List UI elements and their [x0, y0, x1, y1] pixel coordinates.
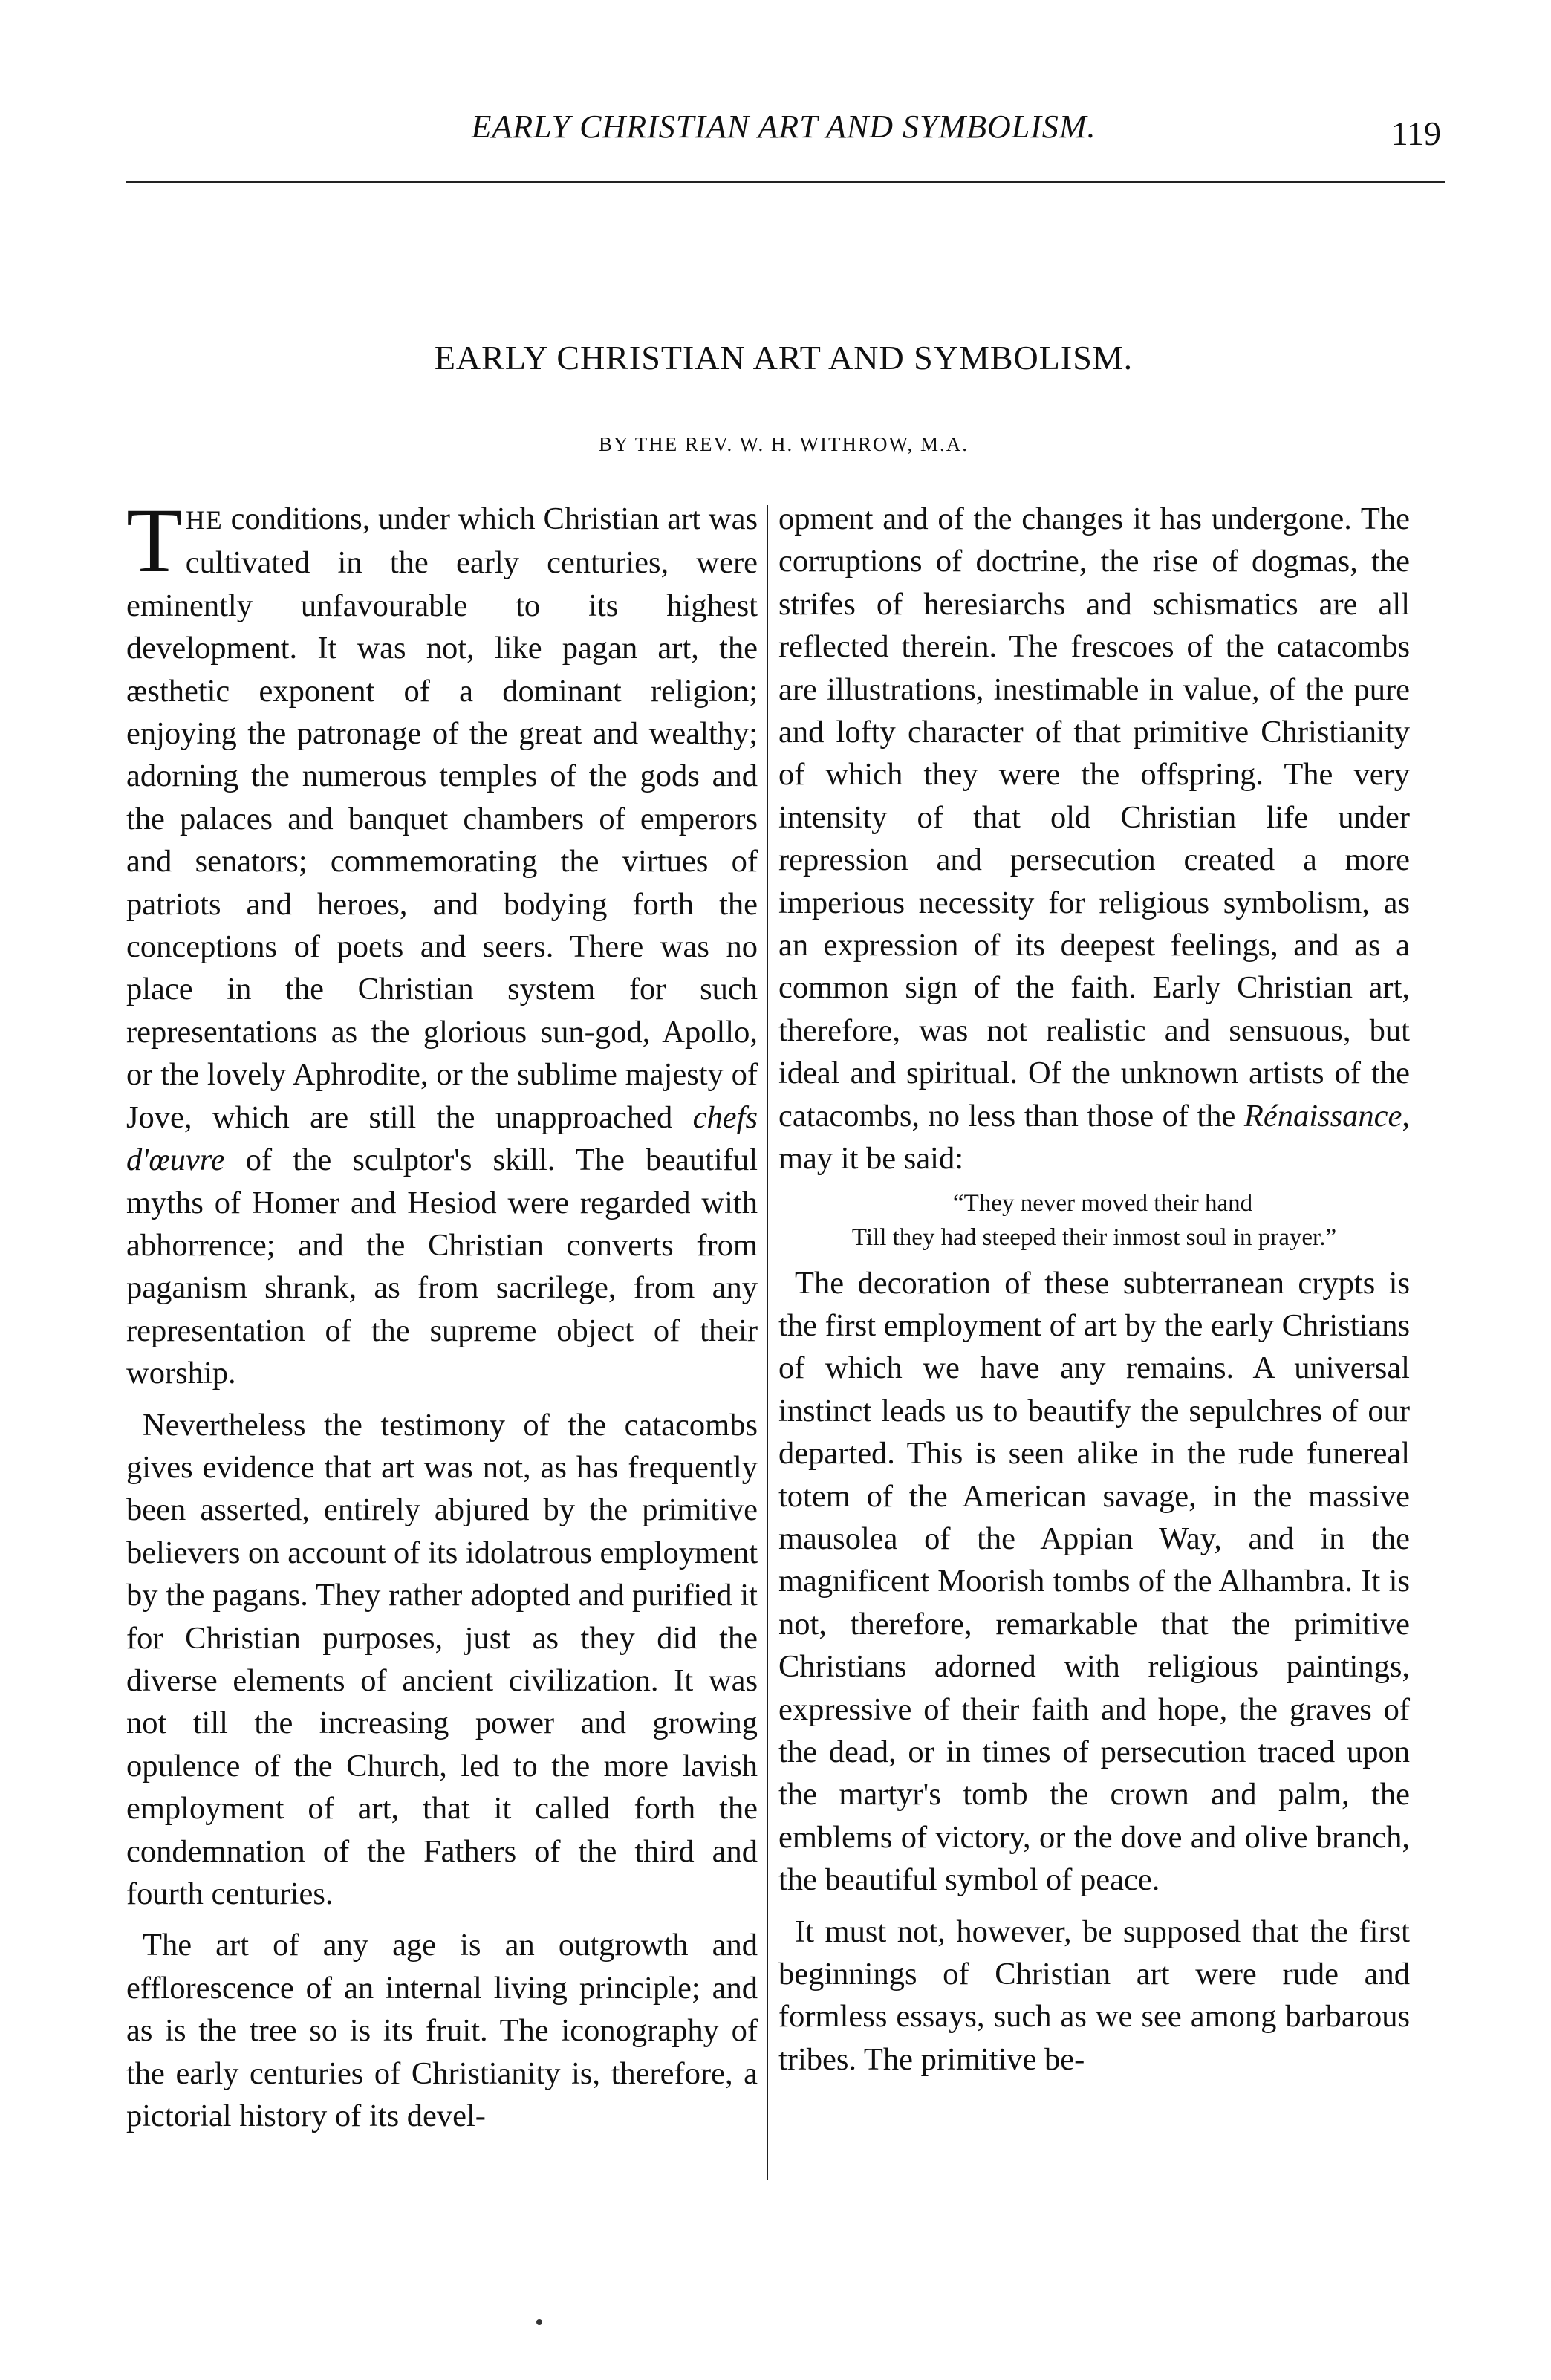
small-caps-opening: HE — [185, 505, 223, 535]
drop-cap: T — [126, 490, 183, 591]
column-divider — [767, 505, 768, 2180]
paragraph-2: Nevertheless the testimony of the catacombs gives evidence that art was not, as has frequently been asserted, entirely abjured by the primitive believers on account of its idolatrous employment by the pagans. They rather adopted and purified it for Christian purposes, just as they did the diverse elements of ancient civilization. It was not till the increasing power and growing opulence of the Church, led to the more lavish employment of art, that it called forth the condemnation of the Fathers of the third and fourth centuries. — [126, 1407, 758, 1911]
paragraph-1-text-end: of the sculptor's skill. The beautiful myths of Homer and Hesiod were regarded with abhorrence; and the Christian converts from paganism shrank, as from sacrilege, from any representation of the supreme object of their worship. — [126, 1142, 758, 1391]
italic-word-renaissance: Rénaissance — [1243, 1098, 1402, 1134]
paragraph-4: The decoration of these subterranean crypts is the first employment of art by the early Christians of which we have any remains. A universal instinct leads us to beautify the sepulchres of our departed. This is seen alike in the rude funereal totem of the American savage, in the massive mausolea of the Appian Way, and in the magnificent Moorish tombs of the Alhambra. It is not, therefore, remarkable that the primitive Christians adorned with religious paintings, expressive of their faith and hope, the graves of the dead, or in times of persecution traced upon the martyr's tomb the crown and palm, the emblems of victory, or the dove and olive branch, the beautiful symbol of peace. — [778, 1265, 1410, 1898]
paragraph-1-text: conditions, under which Christian art was cultivated in the early centuries, were eminently unfavourable to its highest development. It was not, like pagan art, the æsthetic exponent of a dominant religion; enjoying the patronage of the great and wealthy; adorning the numerous temples of the gods and the palaces and banquet chambers of emperors and senators; commemorating the virtues of patriots and heroes, and bodying forth the conceptions of poets and seers. There was no place in the Christian system for such representations as the glorious sun-god, Apollo, or the lovely Aphrodite, or the sublime majesty of Jove, which are still the unapproached — [126, 501, 758, 1135]
print-speck — [536, 2319, 542, 2325]
paragraph-3: The art of any age is an outgrowth and efflorescence of an internal living principle; and as is the tree so is its fruit. The iconography of the early centuries of Christianity is, therefore, a pictorial history of its devel- — [126, 1928, 758, 2134]
article-byline: BY THE REV. W. H. WITHROW, M.A. — [598, 433, 969, 455]
italic-phrase-chefs-doeuvre: chefs d'œuvre — [126, 1099, 758, 1178]
article-title: EARLY CHRISTIAN ART AND SYMBOLISM. — [434, 339, 1134, 377]
running-title: EARLY CHRISTIAN ART AND SYMBOLISM. — [471, 108, 1096, 145]
page-number: 119 — [1391, 114, 1441, 152]
paragraph-1 — [126, 490, 758, 1395]
verse-line-1: “They never moved their hand — [953, 1189, 1253, 1217]
verse-line-2: Till they had steeped their inmost soul in prayer.” — [851, 1223, 1337, 1251]
paragraph-5: It must not, however, be supposed that the first beginnings of Christian art were rude and formless essays, such as we see among barbarous tribes. The primitive be- — [778, 1914, 1410, 2077]
right-column — [778, 498, 1410, 2081]
paragraph-3-continued-text: opment and of the changes it has undergone. The corruptions of doctrine, the rise of dogmas, the strifes of heresiarchs and schismatics are all reflected therein. The frescoes of the catacombs are illustrations, inestimable in value, of the pure and lofty character of that primitive Christianity of which they were the offspring. The very intensity of that old Christian life under repression and persecution created a more imperious necessity for religious symbolism, as an expression of its deepest feelings, and as a common sign of the faith. Early Christian art, therefore, was not realistic and sensuous, but ideal and spiritual. Of the unknown artists of the catacombs, no less than those of the — [778, 501, 1410, 1134]
verse-quotation — [778, 1186, 1410, 1255]
left-column — [126, 490, 758, 2137]
header-rule — [126, 181, 1445, 183]
paragraph-3-continued-end: , may it be said: — [778, 1098, 1410, 1177]
running-head — [126, 108, 1441, 152]
paragraph-3-continued — [778, 498, 1410, 1180]
